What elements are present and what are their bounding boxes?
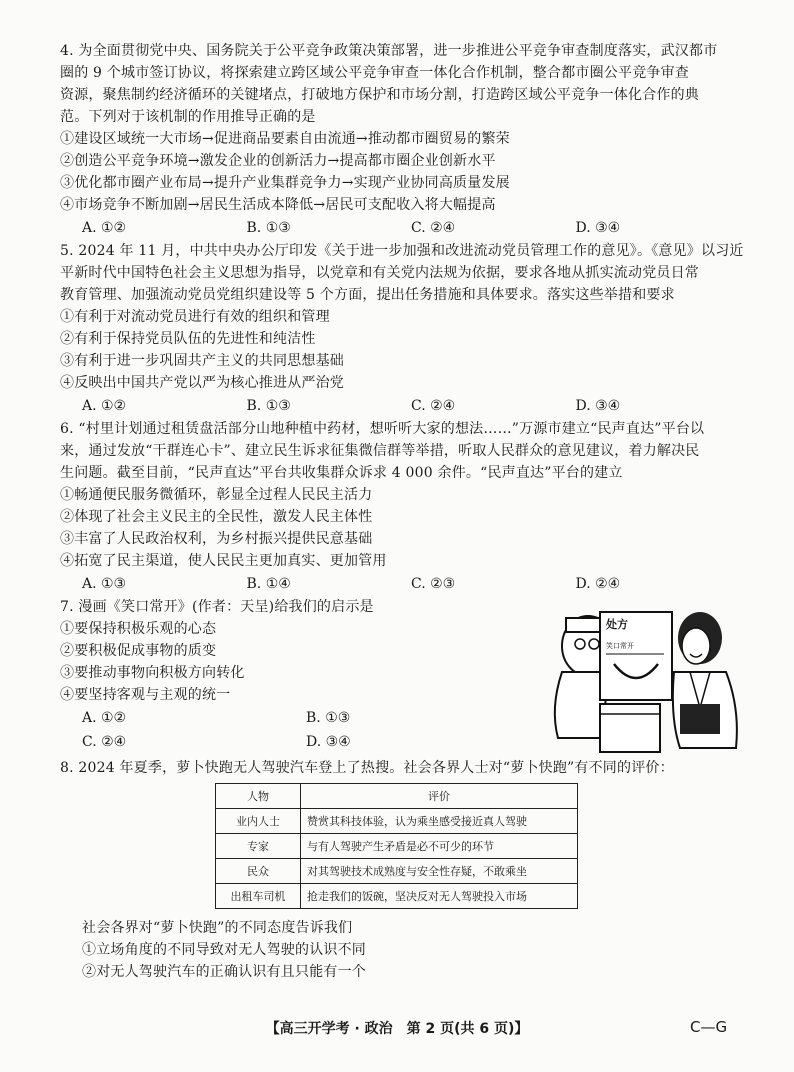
option-b[interactable]: B. ①③: [306, 710, 351, 726]
statement-item: ①立场角度的不同导致对无人驾驶的认识不同: [82, 942, 366, 958]
table-header-cell: 人物: [216, 784, 301, 809]
statement-item: ④拓宽了民主渠道，使人民民主更加真实、更加管用: [60, 553, 387, 569]
question-stem-line: 生问题。截至目前，“民声直达”平台共收集群众诉求 4 000 余件。“民声直达”平台的建立: [60, 465, 623, 481]
answer-options: [60, 572, 740, 596]
statement-item: ②要积极促成事物的质变: [60, 643, 217, 659]
option-c[interactable]: C. ②④: [411, 398, 456, 414]
answer-options-row-2: [60, 730, 530, 754]
question-stem-line: 范。下列对于该机制的作用推导正确的是: [60, 109, 316, 125]
table-cell-comment: 对其驾驶技术成熟度与安全性存疑，不敢乘坐: [301, 859, 578, 884]
question-stem-line: 6. “村里计划通过租赁盘活部分山地种植中药材，想听听大家的想法……”万源市建立“民声直达”平台以: [60, 421, 705, 437]
answer-options: [60, 216, 740, 240]
question-stem-line: 7. 漫画《笑口常开》(作者：天呈)给我们的启示是: [60, 599, 374, 615]
question-stem-line: 平新时代中国特色社会主义思想为指导，以党章和有关党内法规为依据，要求各地从抓实流动党员日常: [60, 265, 699, 281]
table-cell-role: 出租车司机: [216, 884, 301, 909]
table-row: [216, 859, 578, 884]
statement-item: ③优化都市圈产业布局→提升产业集群竞争力→实现产业协同高质量发展: [60, 175, 510, 191]
statement-item: ①畅通便民服务微循环，彰显全过程人民民主活力: [60, 487, 373, 503]
statement-item: ③要推动事物向积极方向转化: [60, 665, 245, 681]
cartoon-doctor-patient-icon: [540, 608, 740, 756]
question-stem-line: 教育管理、加强流动党员党组织建设等 5 个方面，提出任务措施和具体要求。落实这些举措和要求: [60, 287, 675, 303]
paper-code: C—G: [690, 1018, 728, 1036]
option-c[interactable]: C. ②③: [411, 576, 456, 592]
cartoon-illustration: [540, 608, 740, 756]
table-cell-role: 民众: [216, 859, 301, 884]
question-stem-line: 来，通过发放“干群连心卡”、建立民生诉求征集微信群等举措，听取人民群众的意见建议，着力解决民: [60, 443, 700, 459]
statement-item: ③丰富了人民政治权利，为乡村振兴提供民意基础: [60, 531, 373, 547]
table-cell-comment: 抢走我们的饭碗，坚决反对无人驾驶投入市场: [301, 884, 578, 909]
question-8: [60, 757, 740, 779]
table-header-row: [216, 784, 578, 809]
statement-item: ②有利于保持党员队伍的先进性和纯洁性: [60, 331, 316, 347]
statement-item: ③有利于进一步巩固共产主义的共同思想基础: [60, 353, 344, 369]
option-a[interactable]: A. ①②: [82, 710, 127, 726]
option-a[interactable]: A. ①③: [82, 576, 127, 592]
option-b[interactable]: B. ①④: [246, 576, 291, 592]
statement-item: ①有利于对流动党员进行有效的组织和管理: [60, 309, 330, 325]
question-stem-line: 圈的 9 个城市签订协议，将探索建立跨区域公平竞争审查一体化合作机制，整合都市圈公平竞争审查: [60, 65, 690, 81]
option-d[interactable]: D. ②④: [575, 576, 621, 592]
evaluation-table: [215, 783, 578, 909]
option-d[interactable]: D. ③④: [575, 220, 621, 236]
option-a[interactable]: A. ①②: [82, 398, 127, 414]
sign-subtitle: 笑口常开: [606, 642, 634, 650]
option-b[interactable]: B. ①③: [246, 220, 291, 236]
question-7: [60, 596, 530, 754]
option-d[interactable]: D. ③④: [306, 734, 351, 750]
option-d[interactable]: D. ③④: [575, 398, 621, 414]
table-cell-role: 专家: [216, 834, 301, 859]
table-header-cell: 评价: [301, 784, 578, 809]
question-stem-line: 8. 2024 年夏季，萝卜快跑无人驾驶汽车登上了热搜。社会各界人士对“萝卜快跑”有不同的评价：: [60, 760, 674, 776]
table-cell-role: 业内人士: [216, 809, 301, 834]
table-row: [216, 884, 578, 909]
option-c[interactable]: C. ②④: [411, 220, 456, 236]
question-stem-line: 资源，聚焦制约经济循环的关键堵点，打破地方保护和市场分割，打造跨区域公平竞争一体化合作的典: [60, 87, 699, 103]
option-c[interactable]: C. ②④: [82, 734, 127, 750]
question-8-continued: [60, 917, 740, 983]
question-stem-line: 5. 2024 年 11 月，中共中央办公厅印发《关于进一步加强和改进流动党员管理工作的意见》。《意见》以习近: [60, 243, 744, 259]
question-6: [60, 418, 740, 596]
question-4: [60, 40, 740, 240]
answer-options: [60, 394, 740, 418]
table-cell-comment: 与有人驾驶产生矛盾是必不可少的环节: [301, 834, 578, 859]
sign-title: 处方: [606, 618, 628, 631]
page-footer: 【高三开学考 · 政治 第 2 页(共 6 页)】: [265, 1021, 529, 1037]
answer-options-row-1: [60, 706, 530, 730]
statement-item: ①建设区域统一大市场→促进商品要素自由流通→推动都市圈贸易的繁荣: [60, 131, 510, 147]
table-row: [216, 834, 578, 859]
statement-item: ②体现了社会主义民主的全民性，激发人民主体性: [60, 509, 373, 525]
statement-item: ④要坚持客观与主观的统一: [60, 687, 231, 703]
table-row: [216, 809, 578, 834]
question-5: [60, 240, 744, 418]
statement-item: ②对无人驾驶汽车的正确认识有且只能有一个: [82, 964, 366, 980]
statement-item: ④市场竞争不断加剧→居民生活成本降低→居民可支配收入将大幅提高: [60, 197, 496, 213]
question-stem-line: 社会各界对“萝卜快跑”的不同态度告诉我们: [82, 920, 353, 936]
statement-item: ①要保持积极乐观的心态: [60, 621, 217, 637]
question-stem-line: 4. 为全面贯彻党中央、国务院关于公平竞争政策决策部署，进一步推进公平竞争审查制度落实，武汉都市: [60, 43, 718, 59]
statement-item: ②创造公平竞争环境→激发企业的创新活力→提高都市圈企业创新水平: [60, 153, 496, 169]
statement-item: ④反映出中国共产党以严为核心推进从严治党: [60, 375, 344, 391]
option-a[interactable]: A. ①②: [82, 220, 127, 236]
option-b[interactable]: B. ①③: [246, 398, 291, 414]
table-cell-comment: 赞赏其科技体验，认为乘坐感受接近真人驾驶: [301, 809, 578, 834]
